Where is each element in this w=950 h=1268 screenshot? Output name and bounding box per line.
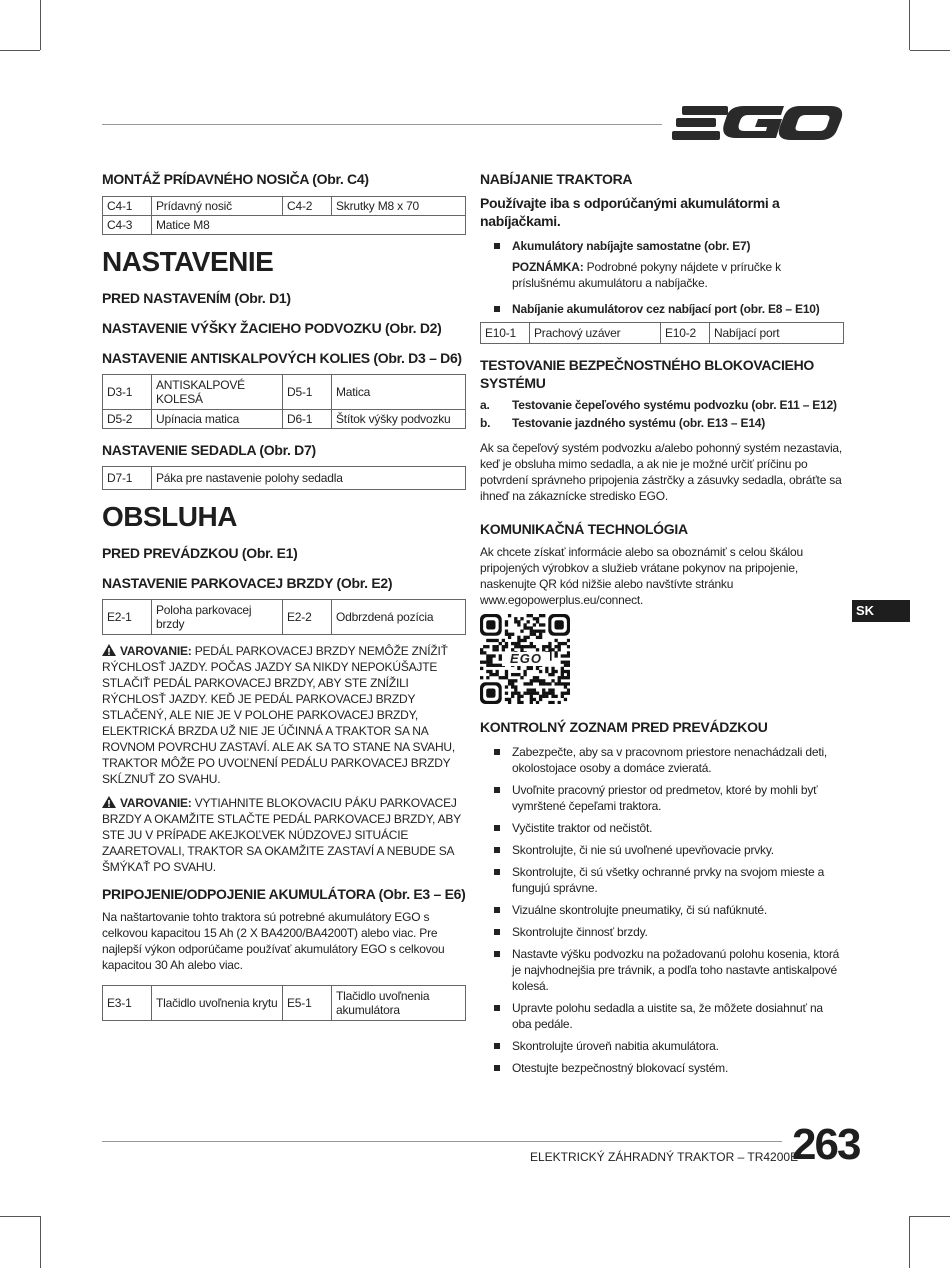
checklist-item: Skontrolujte úroveň nabitia akumulátora. bbox=[480, 1038, 844, 1054]
note-label: POZNÁMKA: bbox=[512, 260, 584, 274]
part-label: Poloha parkovacej brzdy bbox=[152, 600, 283, 635]
warning-block bbox=[102, 795, 466, 875]
warning-text: PEDÁL PARKOVACEJ BRZDY NEMÔŽE ZNÍŽIŤ RÝCHLOSŤ JAZDY. POČAS JAZDY SA NIKDY NEPOKÚŠAJTE STLAČIŤ PEDÁL PARKOVACEJ BRZDY, ABY STE ZNÍŽILI RÝCHLOSŤ JAZDY. KEĎ JE PEDÁL PARKOVACEJ BRZDY STLAČENÝ, ALE NIE JE V POLOHE PARKOVACEJ BRZDY, ELEKTRICKÁ BRZDA UŽ NIE JE ÚČINNÁ A TRAKTOR SA NA ROVNOM POVRCHU ZASTAVÍ. ALE AK SA TO STANE NA SVAHU, TRAKTOR MÔŽE PO UVOĽNENÍ PEDÁLU PARKOVACEJ BRZDY SKĹZNUŤ ZO SVAHU. bbox=[102, 644, 456, 786]
note-text: Podrobné pokyny nájdete v príručke k príslušnému akumulátoru a nabíjačke. bbox=[512, 260, 781, 290]
parts-table-d7 bbox=[102, 466, 466, 490]
list-text: Testovanie jazdného systému (obr. E13 – E14) bbox=[512, 416, 766, 430]
bullet-list bbox=[480, 301, 844, 317]
checklist-item: Otestujte bezpečnostný blokovací systém. bbox=[480, 1060, 844, 1076]
table-row bbox=[103, 600, 466, 635]
crop-mark bbox=[0, 50, 40, 51]
left-column bbox=[102, 170, 466, 1021]
part-label: Matica bbox=[332, 375, 466, 410]
part-code: E2-1 bbox=[103, 600, 152, 635]
crop-mark bbox=[40, 1216, 41, 1268]
warning-label: VAROVANIE: bbox=[120, 796, 192, 810]
section-heading: NASTAVENIE SEDADLA (Obr. D7) bbox=[102, 442, 316, 458]
section-heading: PRED NASTAVENÍM (Obr. D1) bbox=[102, 290, 291, 306]
part-label: Skrutky M8 x 70 bbox=[332, 197, 466, 216]
parts-table-e2 bbox=[102, 599, 466, 635]
checklist-item: Zabezpečte, aby sa v pracovnom priestore nenachádzali deti, okolostojace osoby a domáce zvieratá. bbox=[480, 744, 844, 776]
warning-label: VAROVANIE: bbox=[120, 644, 192, 658]
chapter-title: NASTAVENIE bbox=[102, 246, 274, 277]
checklist bbox=[480, 744, 844, 1076]
warning-text: VYTIAHNITE BLOKOVACIU PÁKU PARKOVACEJ BRZDY A OKAMŽITE STLAČTE PEDÁL PARKOVACEJ BRZDY, ABY STE JU V PRÍPADE AKEJKOĽVEK NÚDZOVEJ SITUÁCIE ZAARETOVALI, TRAKTOR SA OKAMŽITE ZASTAVÍ A NEBUDE SA ŠMÝKAŤ PO SVAHU. bbox=[102, 796, 461, 874]
header-rule bbox=[102, 124, 662, 125]
parts-table-c4 bbox=[102, 196, 466, 235]
table-row bbox=[103, 986, 466, 1021]
crop-mark bbox=[910, 1216, 950, 1217]
part-label: Páka pre nastavenie polohy sedadla bbox=[152, 467, 466, 490]
footer-rule bbox=[102, 1141, 782, 1142]
section-heading: PRIPOJENIE/ODPOJENIE AKUMULÁTORA (Obr. E3 – E6) bbox=[102, 886, 466, 902]
crop-mark bbox=[909, 1216, 910, 1268]
right-column bbox=[480, 170, 844, 1082]
parts-table-e3 bbox=[102, 985, 466, 1021]
section-heading: MONTÁŽ PRÍDAVNÉHO NOSIČA (Obr. C4) bbox=[102, 171, 369, 187]
section-heading: NABÍJANIE TRAKTORA bbox=[480, 171, 633, 187]
part-code: D3-1 bbox=[103, 375, 152, 410]
part-code: C4-1 bbox=[103, 197, 152, 216]
list-marker: a. bbox=[480, 398, 490, 412]
crop-mark bbox=[910, 50, 950, 51]
section-heading: NASTAVENIE PARKOVACEJ BRZDY (Obr. E2) bbox=[102, 575, 393, 591]
paragraph: Ak chcete získať informácie alebo sa oboznámiť s celou škálou pripojených výrobkov a služieb vrátane pokynov na pripojenie, naskenujte QR kód nižšie alebo navštívte stránku www.egopowerplus.eu/connect. bbox=[480, 545, 803, 607]
part-code: E10-2 bbox=[661, 323, 710, 344]
list-item bbox=[480, 414, 844, 432]
part-label: Štítok výšky podvozku bbox=[332, 410, 466, 429]
footer-title: ELEKTRICKÝ ZÁHRADNÝ TRAKTOR – TR4200E bbox=[530, 1150, 799, 1164]
bullet-list bbox=[480, 238, 844, 254]
paragraph: Ak sa čepeľový systém podvozku a/alebo pohonný systém nezastavia, keď je obsluha mimo sedadla, a ak nie je možné určiť príčinu po potvrdení správneho pripojenia zástrčky a zásuvky sedadla, obráťte sa ihneď na zákaznícke stredisko EGO. bbox=[480, 441, 843, 503]
paragraph: Na naštartovanie tohto traktora sú potrebné akumulátory EGO s celkovou kapacitou 15 Ah (2 X BA4200/BA4200T) alebo viac. Pre najlepší výkon odporúčame používať akumulátory EGO s celkovou kapacitou 30 Ah alebo viac. bbox=[102, 910, 445, 972]
section-heading: KONTROLNÝ ZOZNAM PRED PREVÁDZKOU bbox=[480, 719, 768, 735]
parts-table-e10 bbox=[480, 322, 844, 344]
checklist-item: Skontrolujte činnosť brzdy. bbox=[480, 924, 844, 940]
table-row bbox=[481, 323, 844, 344]
checklist-item: Vizuálne skontrolujte pneumatiky, či sú nafúknuté. bbox=[480, 902, 844, 918]
part-code: C4-2 bbox=[283, 197, 332, 216]
list-text: Testovanie čepeľového systému podvozku (obr. E11 – E12) bbox=[512, 398, 837, 412]
qr-logo: EGO bbox=[502, 652, 550, 666]
part-label: Tlačidlo uvoľnenia akumulátora bbox=[332, 986, 466, 1021]
note-paragraph bbox=[480, 259, 844, 291]
table-row bbox=[103, 467, 466, 490]
table-row bbox=[103, 375, 466, 410]
section-heading: NASTAVENIE ANTISKALPOVÝCH KOLIES (Obr. D3 – D6) bbox=[102, 350, 462, 366]
part-label: Upínacia matica bbox=[152, 410, 283, 429]
warning-icon bbox=[102, 644, 116, 656]
crop-mark bbox=[909, 0, 910, 50]
section-heading: PRED PREVÁDZKOU (Obr. E1) bbox=[102, 545, 298, 561]
list-item bbox=[480, 396, 844, 414]
qr-code[interactable] bbox=[480, 614, 570, 704]
part-label: ANTISKALPOVÉ KOLESÁ bbox=[152, 375, 283, 410]
list-marker: b. bbox=[480, 416, 491, 430]
language-tab: SK bbox=[852, 600, 910, 622]
part-label: Tlačidlo uvoľnenia krytu bbox=[152, 986, 283, 1021]
test-list bbox=[480, 396, 844, 432]
warning-icon bbox=[102, 796, 116, 808]
section-heading: TESTOVANIE BEZPEČNOSTNÉHO BLOKOVACIEHO SYSTÉMU bbox=[480, 357, 814, 391]
list-item: Nabíjanie akumulátorov cez nabíjací port (obr. E8 – E10) bbox=[480, 301, 844, 317]
section-heading: NASTAVENIE VÝŠKY ŽACIEHO PODVOZKU (Obr. D2) bbox=[102, 320, 442, 336]
part-label: Odbrzdená pozícia bbox=[332, 600, 466, 635]
parts-table-d3 bbox=[102, 374, 466, 429]
list-item: Akumulátory nabíjajte samostatne (obr. E7) bbox=[480, 238, 844, 254]
part-code: D6-1 bbox=[283, 410, 332, 429]
part-label: Matice M8 bbox=[152, 216, 466, 235]
section-heading: KOMUNIKAČNÁ TECHNOLÓGIA bbox=[480, 521, 688, 537]
table-row bbox=[103, 197, 466, 216]
part-code: E3-1 bbox=[103, 986, 152, 1021]
page-number: 263 bbox=[792, 1120, 860, 1169]
part-label: Nabíjací port bbox=[710, 323, 844, 344]
part-code: E2-2 bbox=[283, 600, 332, 635]
part-label: Prachový uzáver bbox=[530, 323, 661, 344]
warning-block bbox=[102, 643, 466, 787]
part-code: C4-3 bbox=[103, 216, 152, 235]
checklist-item: Skontrolujte, či nie sú uvoľnené upevňovacie prvky. bbox=[480, 842, 844, 858]
table-row bbox=[103, 216, 466, 235]
section-subheading: Používajte iba s odporúčanými akumulátormi a nabíjačkami. bbox=[480, 195, 780, 229]
checklist-item: Nastavte výšku podvozku na požadovanú polohu kosenia, ktorá je najvhodnejšia pre trávnik, a podľa toho nastavte antiskalpové kolesá. bbox=[480, 946, 844, 994]
part-code: D7-1 bbox=[103, 467, 152, 490]
part-code: E5-1 bbox=[283, 986, 332, 1021]
checklist-item: Skontrolujte, či sú všetky ochranné prvky na svojom mieste a fungujú správne. bbox=[480, 864, 844, 896]
part-code: E10-1 bbox=[481, 323, 530, 344]
crop-mark bbox=[40, 0, 41, 50]
part-code: D5-2 bbox=[103, 410, 152, 429]
checklist-item: Upravte polohu sedadla a uistite sa, že môžete dosiahnuť na oba pedále. bbox=[480, 1000, 844, 1032]
table-row bbox=[103, 410, 466, 429]
ego-logo bbox=[672, 104, 844, 142]
part-label: Prídavný nosič bbox=[152, 197, 283, 216]
checklist-item: Vyčistite traktor od nečistôt. bbox=[480, 820, 844, 836]
crop-mark bbox=[0, 1216, 40, 1217]
checklist-item: Uvoľnite pracovný priestor od predmetov, ktoré by mohli byť vymrštené čepeľami traktora. bbox=[480, 782, 844, 814]
chapter-title: OBSLUHA bbox=[102, 501, 237, 532]
part-code: D5-1 bbox=[283, 375, 332, 410]
